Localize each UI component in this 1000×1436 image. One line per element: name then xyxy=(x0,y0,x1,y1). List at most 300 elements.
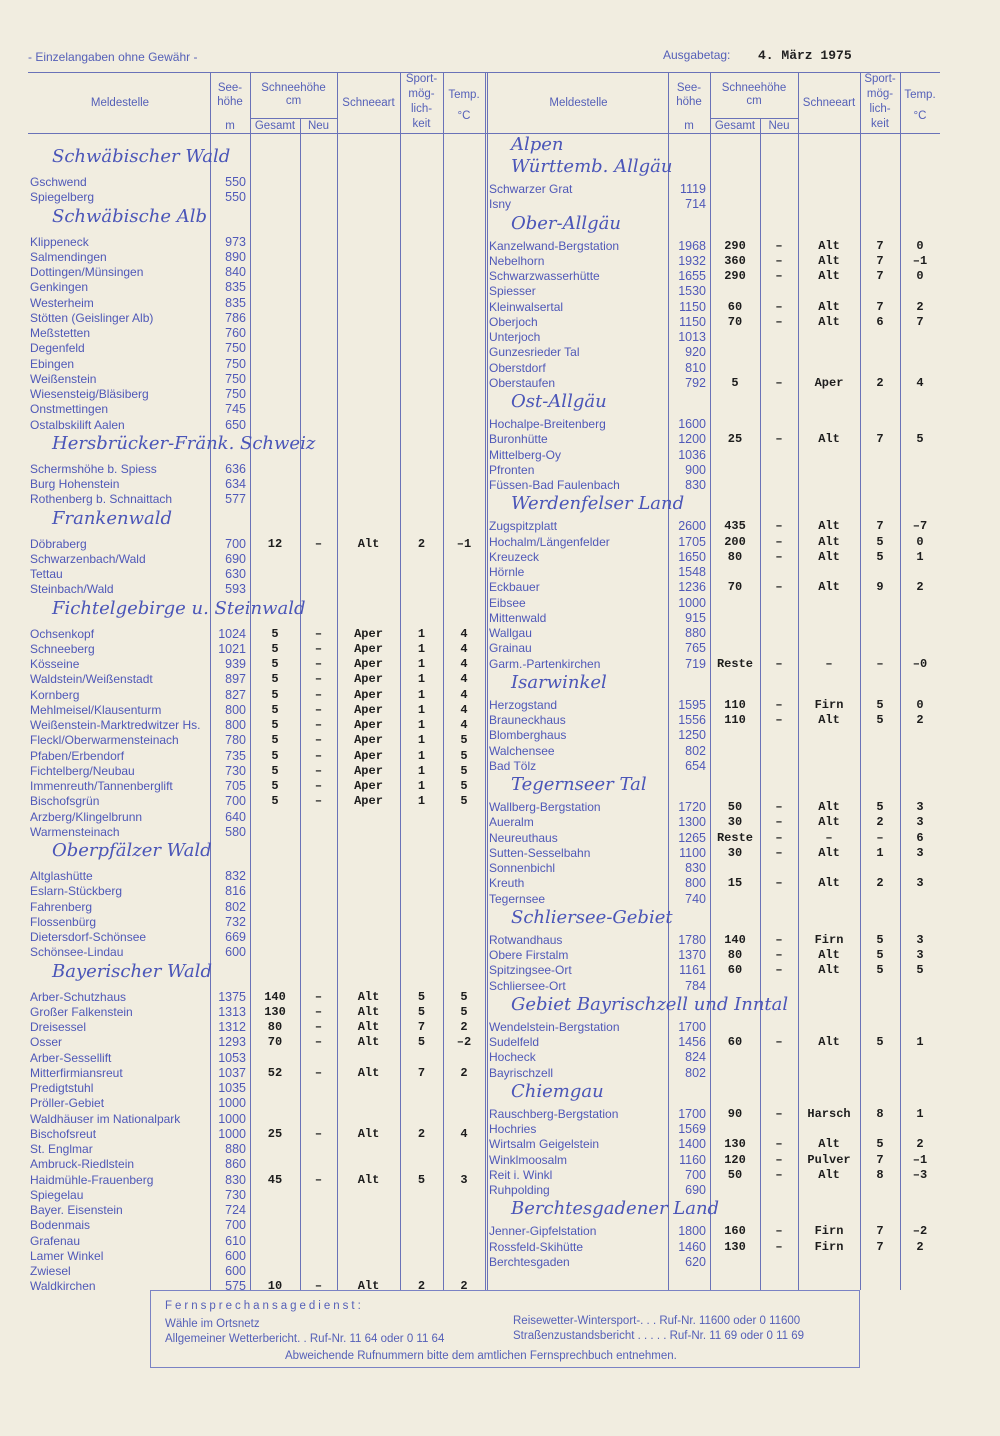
station-altitude: 1200 xyxy=(678,432,706,447)
snow-total: Reste xyxy=(716,830,753,845)
sport-rating: 1 xyxy=(417,687,426,702)
station-name: St. Englmar xyxy=(30,1142,93,1156)
station-name: Reit i. Winkl xyxy=(489,1167,553,1182)
snow-new: – xyxy=(775,697,783,712)
temperature: 4 xyxy=(460,672,468,687)
snow-type: Firn xyxy=(814,1224,844,1239)
station-altitude: 890 xyxy=(225,249,246,264)
snow-new: – xyxy=(775,932,783,947)
station-altitude: 1150 xyxy=(679,299,706,314)
station-name: Rotwandhaus xyxy=(489,932,563,947)
station-name: Hochries xyxy=(489,1122,537,1136)
right-col-schneehoehe-unit: cm xyxy=(746,95,762,107)
left-col-temp-unit: °C xyxy=(457,110,471,122)
temperature: 5 xyxy=(460,1004,468,1019)
station-altitude: 719 xyxy=(685,656,706,671)
snow-new: – xyxy=(775,580,783,595)
temperature: 3 xyxy=(916,876,924,891)
temperature: 3 xyxy=(460,1172,468,1187)
station-altitude: 1250 xyxy=(678,728,706,743)
footer-line-roads: Straßenzustandsbericht . . . . . Ruf-Nr. 11 69 oder 0 11 69 xyxy=(513,1330,805,1342)
station-name: Waldhäuser im Nationalpark xyxy=(30,1111,181,1126)
station-name: Blomberghaus xyxy=(489,728,567,743)
temperature: 2 xyxy=(916,299,924,314)
station-altitude: 784 xyxy=(685,978,706,993)
temperature: 2 xyxy=(460,1279,468,1294)
temperature: 2 xyxy=(916,1239,924,1254)
station-altitude: 654 xyxy=(685,758,706,773)
station-name: Ruhpolding xyxy=(489,1183,550,1197)
station-altitude: 915 xyxy=(685,610,706,625)
left-region-title: Bayerischer Wald xyxy=(52,960,212,982)
sport-rating: 5 xyxy=(876,713,884,727)
temperature: 5 xyxy=(460,763,468,778)
snow-new: – xyxy=(314,718,323,732)
snow-type: Alt xyxy=(818,580,840,595)
station-altitude: 650 xyxy=(225,417,246,432)
station-name: Fleckl/Oberwarmensteinach xyxy=(30,733,179,748)
sport-rating: 5 xyxy=(876,549,884,564)
sport-rating: 7 xyxy=(876,299,884,314)
temperature: 4 xyxy=(460,687,468,702)
snow-total: 5 xyxy=(271,733,279,748)
snow-total: 30 xyxy=(727,845,743,860)
station-name: Bayer. Eisenstein xyxy=(30,1203,123,1217)
snow-new: – xyxy=(775,375,783,390)
station-name: Spiegelau xyxy=(30,1187,84,1202)
station-name: Weißenstein xyxy=(30,371,97,386)
station-altitude: 1000 xyxy=(218,1111,246,1126)
snow-new: – xyxy=(775,1224,783,1239)
sport-rating: 5 xyxy=(876,1035,884,1049)
station-altitude: 732 xyxy=(225,914,246,929)
station-name: Großer Falkenstein xyxy=(30,1004,133,1019)
footer-note: Abweichende Rufnummern bitte dem amtlichen Fernsprechbuch entnehmen. xyxy=(285,1350,677,1362)
station-altitude: 1021 xyxy=(218,641,246,656)
snow-type: Pulver xyxy=(807,1152,851,1167)
snow-new: – xyxy=(314,763,323,778)
snow-type: Aper xyxy=(354,748,383,763)
station-name: Pröller-Gebiet xyxy=(30,1096,105,1111)
station-altitude: 593 xyxy=(225,582,246,597)
station-altitude: 750 xyxy=(225,356,246,371)
sport-rating: 1 xyxy=(417,626,426,641)
station-altitude: 1035 xyxy=(218,1081,246,1095)
station-altitude: 800 xyxy=(225,718,246,732)
sport-rating: 1 xyxy=(417,672,426,687)
right-region-title: Gebiet Bayrischzell und Inntal xyxy=(511,993,789,1015)
station-altitude: 1119 xyxy=(680,182,706,196)
station-altitude: 750 xyxy=(225,371,246,386)
station-name: Herzogstand xyxy=(489,697,558,712)
snow-type: Aper xyxy=(354,779,383,793)
station-altitude: 1375 xyxy=(218,989,246,1004)
station-name: Schermshöhe b. Spiess xyxy=(30,461,157,476)
temperature: –2 xyxy=(456,1035,472,1050)
snow-total: 120 xyxy=(724,1152,746,1167)
snow-type: Alt xyxy=(818,1167,840,1182)
station-altitude: 830 xyxy=(685,861,706,875)
temperature: 1 xyxy=(916,1035,924,1049)
date-label: Ausgabetag: xyxy=(663,48,731,62)
station-name: Waldkirchen xyxy=(30,1279,96,1294)
station-name: Oberstdorf xyxy=(489,360,546,375)
snow-total: 5 xyxy=(271,748,279,763)
sport-rating: 1 xyxy=(417,763,426,778)
station-altitude: 824 xyxy=(685,1050,706,1065)
snow-new: – xyxy=(775,713,783,727)
snow-type: Alt xyxy=(818,845,840,860)
station-altitude: 1312 xyxy=(218,1020,246,1034)
station-altitude: 920 xyxy=(685,345,706,360)
footer-line-weather: Allgemeiner Wetterbericht. . Ruf-Nr. 11 64 oder 0 11 64 xyxy=(165,1333,445,1345)
station-name: Wirtsalm Geigelstein xyxy=(489,1137,600,1152)
station-altitude: 802 xyxy=(225,899,246,914)
station-name: Pfronten xyxy=(489,462,535,477)
station-name: Zwiesel xyxy=(30,1264,71,1278)
right-col-gesamt: Gesamt xyxy=(714,120,756,132)
snow-new: – xyxy=(775,299,783,314)
temperature: 2 xyxy=(916,713,924,727)
snow-total: 5 xyxy=(271,702,279,717)
snow-total: 45 xyxy=(267,1172,283,1187)
snow-total: 52 xyxy=(267,1065,283,1080)
station-altitude: 2600 xyxy=(678,519,706,534)
station-altitude: 1800 xyxy=(678,1224,706,1239)
station-name: Ochsenkopf xyxy=(30,626,95,641)
snow-type: Alt xyxy=(818,299,840,314)
station-name: Kreuzeck xyxy=(489,549,540,564)
right-col-sport: mög- xyxy=(866,88,894,100)
station-name: Oberjoch xyxy=(489,314,538,329)
station-name: Ebingen xyxy=(30,356,75,371)
temperature: –1 xyxy=(456,536,472,551)
station-name: Isny xyxy=(489,197,512,212)
station-name: Fahrenberg xyxy=(30,899,93,914)
snow-new: – xyxy=(314,702,323,717)
temperature: 2 xyxy=(460,1020,468,1034)
snow-new: – xyxy=(775,534,783,549)
station-altitude: 740 xyxy=(685,891,706,906)
station-altitude: 760 xyxy=(225,326,246,340)
station-altitude: 786 xyxy=(225,310,246,325)
snow-type: Alt xyxy=(357,1126,380,1141)
station-name: Hocheck xyxy=(489,1050,536,1065)
sport-rating: 2 xyxy=(876,815,884,830)
station-name: Rossfeld-Skihütte xyxy=(489,1239,584,1254)
station-name: Klippeneck xyxy=(30,234,89,249)
snow-total: 5 xyxy=(271,641,279,656)
snow-type: Aper xyxy=(354,657,383,671)
sport-rating: 5 xyxy=(876,697,884,712)
sport-rating: 7 xyxy=(876,253,884,268)
temperature: –0 xyxy=(912,656,928,671)
station-altitude: 802 xyxy=(685,743,706,758)
station-altitude: 1000 xyxy=(678,595,706,610)
station-name: Döbraberg xyxy=(30,536,87,551)
station-altitude: 690 xyxy=(225,551,246,566)
right-region-title: Württemb. Allgäu xyxy=(511,156,673,177)
station-name: Eckbauer xyxy=(489,580,540,595)
station-altitude: 1160 xyxy=(679,1152,706,1167)
station-name: Warmensteinach xyxy=(30,824,120,839)
snow-total: Reste xyxy=(716,656,753,671)
station-name: Kanzelwand-Bergstation xyxy=(489,238,620,253)
snow-type: Alt xyxy=(818,253,840,268)
snow-total: 60 xyxy=(727,963,743,978)
station-name: Brauneckhaus xyxy=(489,713,566,727)
temperature: 4 xyxy=(460,657,468,671)
station-name: Rothenberg b. Schnaittach xyxy=(30,492,173,507)
temperature: 3 xyxy=(916,932,924,947)
phone-info-box xyxy=(150,1290,860,1368)
station-name: Ostalbskilift Aalen xyxy=(30,417,125,432)
snow-type: Aper xyxy=(354,733,383,748)
station-name: Stötten (Geislinger Alb) xyxy=(30,310,154,325)
snow-new: – xyxy=(314,672,323,687)
sport-rating: 8 xyxy=(876,1106,884,1121)
station-name: Nebelhorn xyxy=(489,253,545,268)
station-altitude: 1300 xyxy=(678,815,706,830)
station-altitude: 1150 xyxy=(679,314,706,329)
station-name: Tettau xyxy=(30,567,63,581)
station-name: Haidmühle-Frauenberg xyxy=(30,1172,154,1187)
right-region-title: Isarwinkel xyxy=(511,671,607,693)
station-altitude: 1370 xyxy=(678,948,706,962)
sport-rating: 6 xyxy=(876,314,884,329)
left-col-sport: Sport- xyxy=(405,73,438,85)
station-altitude: 800 xyxy=(225,702,246,717)
snow-new: – xyxy=(314,641,323,656)
snow-new: – xyxy=(775,1152,783,1167)
right-region-title: Werdenfelser Land xyxy=(511,493,685,515)
snow-type: Harsch xyxy=(807,1106,851,1121)
station-altitude: 1100 xyxy=(679,845,706,860)
station-altitude: 577 xyxy=(225,492,246,507)
snow-total: 140 xyxy=(724,932,746,947)
snow-new: – xyxy=(775,800,783,814)
station-name: Oberstaufen xyxy=(489,375,556,390)
station-name: Immenreuth/Tannenberglift xyxy=(30,779,173,793)
station-name: Meßstetten xyxy=(30,326,91,340)
snow-new: – xyxy=(314,1004,323,1019)
temperature: 1 xyxy=(916,549,924,564)
snow-new: – xyxy=(775,1239,783,1254)
station-name: Spiesser xyxy=(489,284,536,299)
sport-rating: 1 xyxy=(417,657,426,671)
temperature: –7 xyxy=(912,519,928,534)
station-altitude: 816 xyxy=(225,884,246,899)
snow-new: – xyxy=(314,626,323,641)
right-col-sport: lich- xyxy=(869,103,891,115)
station-name: Tegernsee xyxy=(489,891,546,906)
right-region-title: Ost-Allgäu xyxy=(511,391,607,412)
station-name: Neureuthaus xyxy=(489,830,558,845)
station-altitude: 1932 xyxy=(678,253,706,268)
sport-rating: 7 xyxy=(417,1065,426,1080)
snow-type: Alt xyxy=(818,238,840,253)
snow-type: Aper xyxy=(354,641,383,656)
station-name: Gunzesrieder Tal xyxy=(489,345,580,360)
snow-total: 200 xyxy=(724,534,746,549)
temperature: 5 xyxy=(460,989,468,1004)
station-altitude: 750 xyxy=(225,387,246,401)
sport-rating: 2 xyxy=(876,375,884,390)
snow-type: – xyxy=(825,656,833,671)
station-name: Arzberg/Klingelbrunn xyxy=(30,809,143,824)
snow-new: – xyxy=(775,519,783,534)
right-region-title: Alpen xyxy=(511,134,564,155)
snow-new: – xyxy=(775,815,783,830)
snow-type: Alt xyxy=(818,314,840,329)
station-name: Altglashütte xyxy=(30,869,93,883)
left-col-seehoehe-unit: m xyxy=(225,120,235,132)
left-region-title: Oberpfälzer Wald xyxy=(52,840,212,861)
right-col-seehoehe-unit: m xyxy=(684,120,694,132)
station-altitude: 830 xyxy=(685,478,706,492)
station-name: Jenner-Gipfelstation xyxy=(489,1224,597,1239)
station-name: Grainau xyxy=(489,641,532,656)
temperature: 5 xyxy=(460,779,468,793)
snow-type: Alt xyxy=(357,1279,380,1294)
left-col-neu: Neu xyxy=(307,120,330,132)
sport-rating: 9 xyxy=(876,580,884,595)
temperature: 4 xyxy=(460,1126,468,1141)
snow-new: – xyxy=(314,1035,323,1050)
sport-rating: 2 xyxy=(417,536,426,551)
snow-type: Aper xyxy=(354,702,383,717)
snow-total: 5 xyxy=(271,763,279,778)
snow-new: – xyxy=(775,1106,783,1121)
sport-rating: 2 xyxy=(876,876,884,891)
snow-total: 5 xyxy=(271,794,279,809)
sport-rating: 8 xyxy=(876,1167,884,1182)
station-name: Wiesensteig/Bläsiberg xyxy=(30,387,149,401)
snow-total: 70 xyxy=(267,1035,283,1050)
snow-new: – xyxy=(775,549,783,564)
left-col-sport: lich- xyxy=(410,103,433,115)
station-name: Zugspitzplatt xyxy=(489,519,558,534)
snow-type: Firn xyxy=(814,1239,844,1254)
right-region-title: Schliersee-Gebiet xyxy=(511,906,673,928)
sport-rating: 2 xyxy=(417,1126,426,1141)
station-altitude: 550 xyxy=(225,175,246,189)
snow-total: 5 xyxy=(731,375,739,390)
left-region-title: Schwäbische Alb xyxy=(52,205,207,227)
station-altitude: 840 xyxy=(225,265,246,279)
snow-total: 70 xyxy=(727,314,743,329)
sport-rating: 7 xyxy=(876,432,884,447)
right-region-title: Chiemgau xyxy=(511,1080,604,1102)
temperature: 5 xyxy=(460,733,468,748)
station-altitude: 810 xyxy=(685,360,706,375)
station-name: Flossenbürg xyxy=(30,914,97,929)
sport-rating: 5 xyxy=(417,989,426,1004)
temperature: 3 xyxy=(916,845,924,860)
snow-new: – xyxy=(775,948,783,962)
station-name: Kleinwalsertal xyxy=(489,299,564,314)
right-col-sport: keit xyxy=(871,118,889,130)
right-snow-subrule xyxy=(710,118,798,119)
temperature: 7 xyxy=(916,314,924,329)
station-altitude: 600 xyxy=(225,1248,246,1263)
station-altitude: 1595 xyxy=(678,697,706,712)
station-name: Rauschberg-Bergstation xyxy=(489,1106,619,1121)
station-altitude: 735 xyxy=(225,748,246,763)
station-altitude: 897 xyxy=(225,672,246,687)
station-name: Eslarn-Stückberg xyxy=(30,884,123,899)
station-altitude: 880 xyxy=(225,1142,246,1156)
station-name: Steinbach/Wald xyxy=(30,582,114,597)
station-altitude: 1968 xyxy=(678,238,706,253)
temperature: –1 xyxy=(912,253,928,268)
station-name: Salmendingen xyxy=(30,249,107,264)
snow-new: – xyxy=(314,536,323,551)
station-altitude: 690 xyxy=(685,1183,706,1197)
station-name: Lamer Winkel xyxy=(30,1248,104,1263)
temperature: 4 xyxy=(460,702,468,717)
station-name: Gschwend xyxy=(30,175,87,189)
sport-rating: 5 xyxy=(876,800,884,814)
station-altitude: 1548 xyxy=(678,565,706,579)
station-name: Osser xyxy=(30,1035,63,1050)
snow-total: 140 xyxy=(264,989,286,1004)
station-name: Predigtstuhl xyxy=(30,1081,94,1095)
station-altitude: 750 xyxy=(225,341,246,356)
right-region-title: Ober-Allgäu xyxy=(511,212,621,234)
station-altitude: 700 xyxy=(225,536,246,551)
station-name: Genkingen xyxy=(30,280,89,295)
sport-rating: – xyxy=(876,830,884,845)
snow-total: 110 xyxy=(724,713,746,727)
station-name: Waldstein/Weißenstadt xyxy=(30,672,153,687)
station-altitude: 800 xyxy=(685,876,706,891)
snow-type: Aper xyxy=(354,718,383,732)
snow-new: – xyxy=(775,1167,783,1182)
snow-new: – xyxy=(775,656,783,671)
snow-type: Alt xyxy=(818,432,840,447)
right-col-meldestelle: Meldestelle xyxy=(549,97,608,109)
station-altitude: 792 xyxy=(685,375,706,390)
station-altitude: 1161 xyxy=(679,963,706,978)
sport-rating: 7 xyxy=(876,269,884,283)
station-name: Kornberg xyxy=(30,687,80,702)
snow-total: 90 xyxy=(727,1106,743,1121)
sport-rating: 1 xyxy=(417,718,426,732)
station-name: Pfaben/Erbendorf xyxy=(30,748,125,763)
temperature: 3 xyxy=(916,948,924,962)
disclaimer: - Einzelangaben ohne Gewähr - xyxy=(28,50,198,64)
station-name: Schwarzenbach/Wald xyxy=(30,551,146,566)
station-altitude: 730 xyxy=(225,763,246,778)
snow-total: 160 xyxy=(724,1224,746,1239)
snow-total: 5 xyxy=(271,657,279,671)
snow-new: – xyxy=(314,989,323,1004)
snow-total: 290 xyxy=(724,238,746,253)
snow-total: 130 xyxy=(724,1239,746,1254)
station-altitude: 636 xyxy=(225,461,246,476)
station-name: Sonnenbichl xyxy=(489,861,556,875)
snow-type: Alt xyxy=(818,713,840,727)
station-altitude: 1400 xyxy=(678,1137,706,1152)
snow-type: Firn xyxy=(814,697,844,712)
snow-new: – xyxy=(775,876,783,891)
sport-rating: 5 xyxy=(876,963,884,978)
station-altitude: 973 xyxy=(225,234,246,249)
station-name: Wendelstein-Bergstation xyxy=(489,1019,620,1034)
temperature: 2 xyxy=(916,1137,924,1152)
station-altitude: 700 xyxy=(225,1218,246,1233)
